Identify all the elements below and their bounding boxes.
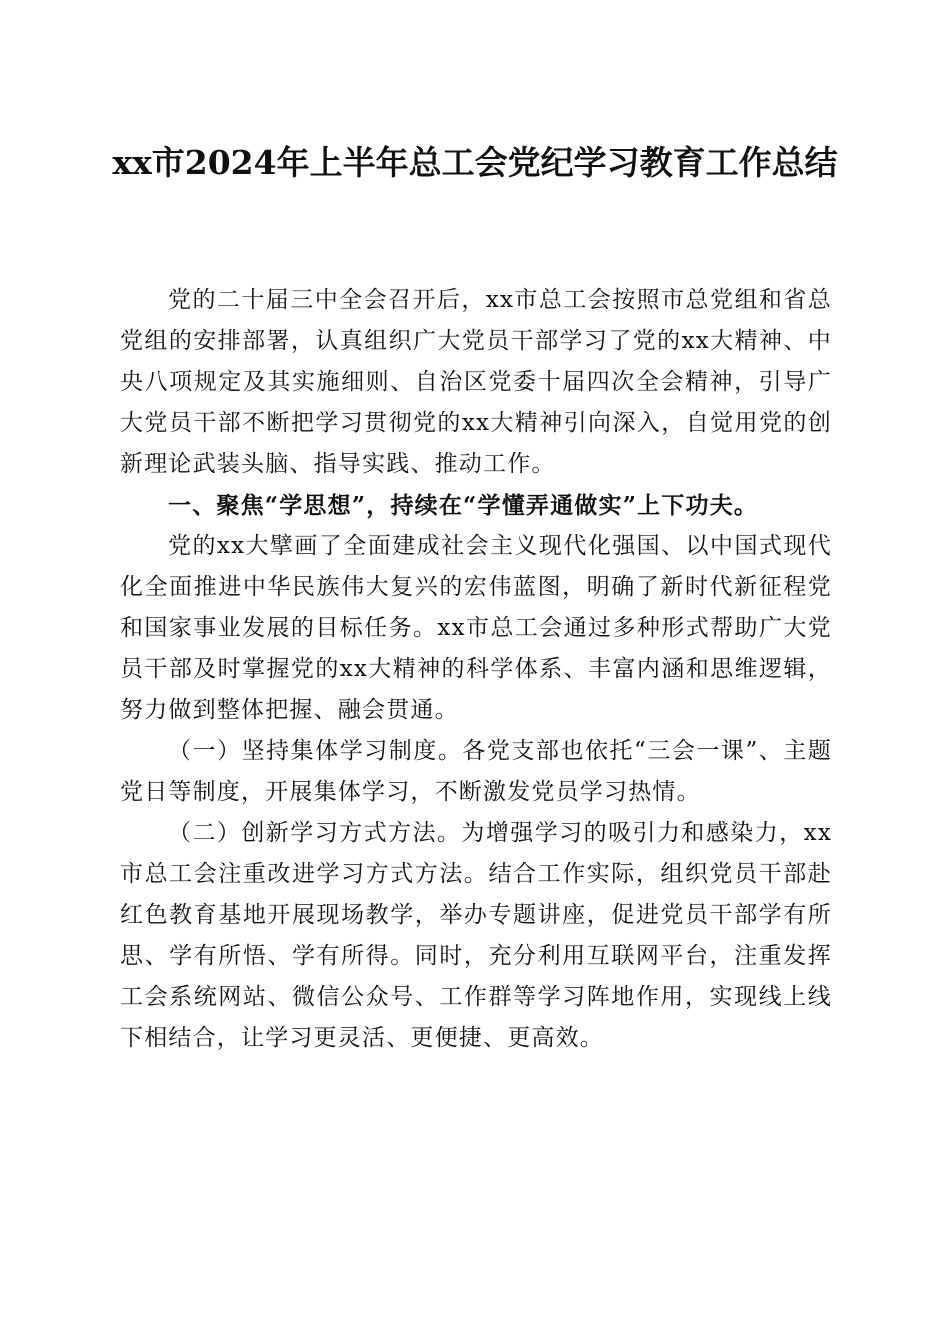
section-1-paragraph: 党的xx大擘画了全面建成社会主义现代化强国、以中国式现代化全面推进中华民族伟大复兴的宏伟蓝图，明确了新时代新征程党和国家事业发展的目标任务。xx市总工会通过多种形式帮助广大党员干部及时掌握党的xx大精神的科学体系、丰富内涵和思维逻辑，努力做到整体把握、融会贯通。 (120, 533, 832, 723)
subsection-2-paragraph: （二）创新学习方式方法。为增强学习的吸引力和感染力，xx市总工会注重改进学习方式方法。结合工作实际，组织党员干部赴红色教育基地开展现场教学，举办专题讲座，促进党员干部学有所思、学有所悟、学有所得。同时，充分利用互联网平台，注重发挥工会系统网站、微信公众号、工作群等学习阵地作用，实现线上线下相结合，让学习更灵活、更便捷、更高效。 (120, 820, 832, 1051)
document-body (120, 280, 832, 1059)
intro-paragraph: 党的二十届三中全会召开后，xx市总工会按照市总党组和省总党组的安排部署，认真组织广大党员干部学习了党的xx大精神、中央八项规定及其实施细则、自治区党委十届四次全会精神，引导广大党员干部不断把学习贯彻党的xx大精神引向深入，自觉用党的创新理论武装头脑、指导实践、推动工作。 (120, 287, 832, 477)
document-title: xx市2024年上半年总工会党纪学习教育工作总结 (112, 143, 838, 182)
section-heading-1: 一、聚焦“学思想”，持续在“学懂弄通做实”上下功夫。 (168, 492, 759, 519)
subsection-1-paragraph: （一）坚持集体学习制度。各党支部也依托“三会一课”、主题党日等制度，开展集体学习，不断激发党员学习热情。 (120, 738, 832, 805)
